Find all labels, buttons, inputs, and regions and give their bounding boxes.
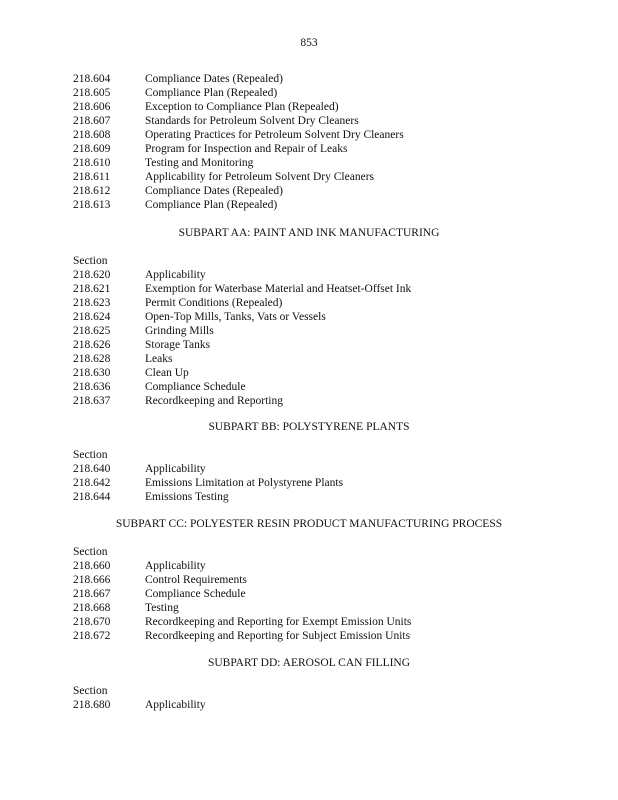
section-list-continued — [73, 72, 593, 212]
list-item — [73, 698, 593, 712]
section-number: 218.672 — [73, 630, 111, 642]
section-title: Applicability — [145, 560, 206, 572]
list-item — [73, 282, 593, 296]
section-title: Compliance Plan (Repealed) — [145, 87, 278, 99]
section-number: 218.624 — [73, 311, 111, 323]
section-title: Emissions Testing — [145, 491, 229, 503]
section-number: 218.605 — [73, 87, 111, 99]
list-item — [73, 142, 593, 156]
section-title: Exception to Compliance Plan (Repealed) — [145, 101, 339, 113]
section-title: Applicability — [145, 269, 206, 281]
section-number: 218.626 — [73, 339, 111, 351]
list-item — [73, 324, 593, 338]
list-item — [73, 86, 593, 100]
section-number: 218.611 — [73, 171, 110, 183]
list-item — [73, 296, 593, 310]
section-number: 218.660 — [73, 560, 111, 572]
section-number: 218.637 — [73, 395, 111, 407]
section-title: Grinding Mills — [145, 325, 214, 337]
list-item — [73, 629, 593, 643]
list-item — [73, 559, 593, 573]
section-number: 218.608 — [73, 129, 111, 141]
page-number: 853 — [300, 37, 318, 49]
section-title: Testing — [145, 602, 179, 614]
section-title: Applicability — [145, 463, 206, 475]
section-title: Recordkeeping and Reporting for Subject Emission Units — [145, 630, 411, 642]
list-item — [73, 394, 593, 408]
list-item — [73, 338, 593, 352]
section-number: 218.642 — [73, 477, 111, 489]
section-title: Standards for Petroleum Solvent Dry Cleaners — [145, 115, 359, 127]
section-number: 218.628 — [73, 353, 111, 365]
list-item — [73, 380, 593, 394]
list-item — [73, 587, 593, 601]
section-title: Compliance Plan (Repealed) — [145, 199, 278, 211]
section-title: Recordkeeping and Reporting — [145, 395, 283, 407]
list-item — [73, 352, 593, 366]
section-number: 218.668 — [73, 602, 111, 614]
subpart-aa-list — [73, 254, 593, 408]
list-item — [73, 156, 593, 170]
section-column-label: Section — [73, 255, 108, 267]
section-title: Clean Up — [145, 367, 189, 379]
section-column-label: Section — [73, 449, 108, 461]
subpart-aa-heading: SUBPART AA: PAINT AND INK MANUFACTURING — [178, 227, 440, 239]
section-number: 218.604 — [73, 73, 111, 85]
subpart-dd-heading: SUBPART DD: AEROSOL CAN FILLING — [207, 657, 411, 669]
section-number: 218.613 — [73, 199, 111, 211]
list-item — [73, 198, 593, 212]
list-item — [73, 170, 593, 184]
section-number: 218.680 — [73, 699, 111, 711]
subpart-bb-heading: SUBPART BB: POLYSTYRENE PLANTS — [208, 421, 410, 433]
section-title: Compliance Schedule — [145, 588, 246, 600]
section-number: 218.625 — [73, 325, 111, 337]
section-number: 218.612 — [73, 185, 111, 197]
section-title: Testing and Monitoring — [145, 157, 254, 169]
section-number: 218.606 — [73, 101, 111, 113]
list-item — [73, 184, 593, 198]
section-number: 218.666 — [73, 574, 111, 586]
list-item — [73, 490, 593, 504]
section-number: 218.620 — [73, 269, 111, 281]
section-number: 218.621 — [73, 283, 111, 295]
section-title: Compliance Schedule — [145, 381, 246, 393]
section-title: Storage Tanks — [145, 339, 211, 351]
section-title: Program for Inspection and Repair of Leaks — [145, 143, 348, 155]
section-title: Operating Practices for Petroleum Solvent Dry Cleaners — [145, 129, 404, 141]
section-number: 218.609 — [73, 143, 111, 155]
section-title: Applicability — [145, 699, 206, 711]
list-item — [73, 615, 593, 629]
section-column-label: Section — [73, 685, 108, 697]
subpart-bb-list — [73, 448, 593, 504]
list-item — [73, 310, 593, 324]
list-item — [73, 462, 593, 476]
section-number: 218.630 — [73, 367, 111, 379]
section-number: 218.610 — [73, 157, 111, 169]
section-title: Leaks — [145, 353, 173, 365]
list-item — [73, 100, 593, 114]
list-item — [73, 128, 593, 142]
list-item — [73, 573, 593, 587]
list-item — [73, 601, 593, 615]
section-number: 218.667 — [73, 588, 111, 600]
list-item — [73, 476, 593, 490]
section-title: Compliance Dates (Repealed) — [145, 73, 283, 85]
list-item — [73, 114, 593, 128]
section-title: Applicability for Petroleum Solvent Dry Cleaners — [145, 171, 374, 183]
section-title: Open-Top Mills, Tanks, Vats or Vessels — [145, 311, 326, 323]
section-column-label: Section — [73, 546, 108, 558]
list-item — [73, 268, 593, 282]
section-number: 218.636 — [73, 381, 111, 393]
list-item — [73, 72, 593, 86]
section-title: Permit Conditions (Repealed) — [145, 297, 283, 309]
section-number: 218.607 — [73, 115, 111, 127]
section-number: 218.670 — [73, 616, 111, 628]
subpart-cc-list — [73, 545, 593, 643]
subpart-cc-heading: SUBPART CC: POLYESTER RESIN PRODUCT MANUFACTURING PROCESS — [115, 518, 503, 530]
section-number: 218.640 — [73, 463, 111, 475]
section-title: Recordkeeping and Reporting for Exempt Emission Units — [145, 616, 412, 628]
section-title: Control Requirements — [145, 574, 247, 586]
list-item — [73, 366, 593, 380]
section-number: 218.623 — [73, 297, 111, 309]
subpart-dd-list — [73, 684, 593, 712]
section-title: Compliance Dates (Repealed) — [145, 185, 283, 197]
section-number: 218.644 — [73, 491, 111, 503]
section-title: Exemption for Waterbase Material and Heatset-Offset Ink — [145, 283, 412, 295]
section-title: Emissions Limitation at Polystyrene Plants — [145, 477, 344, 489]
